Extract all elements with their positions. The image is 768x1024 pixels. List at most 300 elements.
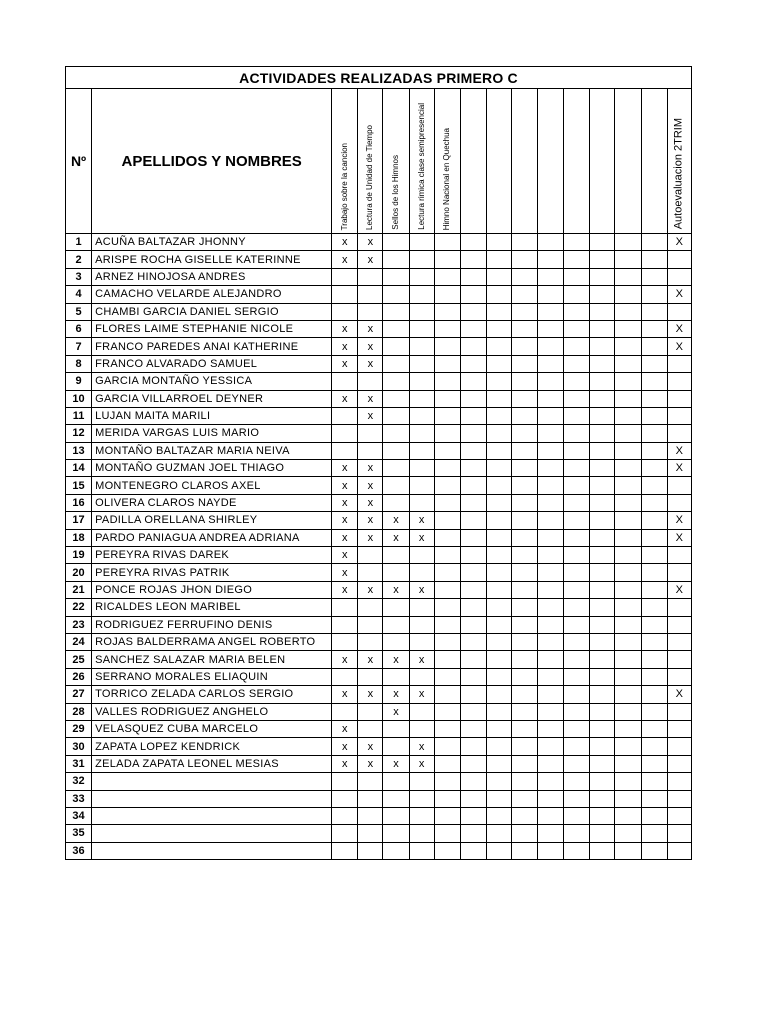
row-number: 12 <box>66 425 92 442</box>
activity-mark <box>641 738 667 755</box>
activity-header-9 <box>538 89 564 234</box>
activity-mark <box>615 442 641 459</box>
activity-mark <box>615 564 641 581</box>
activity-mark <box>434 616 460 633</box>
activity-mark <box>358 807 383 824</box>
table-row <box>66 686 692 703</box>
activity-mark <box>641 320 667 337</box>
activity-mark <box>590 529 615 546</box>
activity-mark <box>434 668 460 685</box>
activity-mark <box>486 703 511 720</box>
activity-mark <box>358 703 383 720</box>
activity-mark: X <box>667 234 691 251</box>
activity-mark <box>590 773 615 790</box>
activity-mark <box>590 355 615 372</box>
activity-mark <box>383 720 409 737</box>
activity-mark <box>641 790 667 807</box>
activity-mark <box>460 651 486 668</box>
activity-mark <box>383 807 409 824</box>
activity-mark <box>590 564 615 581</box>
activity-mark <box>486 338 511 355</box>
activity-mark <box>460 790 486 807</box>
table-row <box>66 373 692 390</box>
activity-mark <box>409 460 434 477</box>
activity-mark <box>460 547 486 564</box>
activity-mark <box>590 790 615 807</box>
row-number: 26 <box>66 668 92 685</box>
activity-mark <box>564 234 590 251</box>
activity-mark <box>409 373 434 390</box>
activity-mark <box>564 547 590 564</box>
activity-mark <box>383 790 409 807</box>
activity-mark <box>511 668 537 685</box>
activity-header-label: Autoevaluacion 2TRIM <box>672 117 685 229</box>
activity-mark <box>409 633 434 650</box>
activity-mark <box>590 651 615 668</box>
activity-mark <box>434 268 460 285</box>
table-row <box>66 703 692 720</box>
activity-mark <box>538 512 564 529</box>
activity-header-6 <box>460 89 486 234</box>
row-number: 9 <box>66 373 92 390</box>
activity-mark <box>460 494 486 511</box>
activity-mark <box>486 842 511 859</box>
activity-mark <box>383 373 409 390</box>
activity-mark: X <box>667 529 691 546</box>
activity-mark <box>564 633 590 650</box>
student-name <box>92 825 332 842</box>
activity-mark <box>409 268 434 285</box>
row-number: 22 <box>66 599 92 616</box>
table-row <box>66 251 692 268</box>
activity-mark <box>641 720 667 737</box>
table-row <box>66 547 692 564</box>
activity-mark <box>434 842 460 859</box>
activity-mark: x <box>358 651 383 668</box>
activity-mark <box>383 616 409 633</box>
activity-mark: X <box>667 338 691 355</box>
activity-mark <box>564 807 590 824</box>
activity-mark <box>538 581 564 598</box>
activity-mark <box>460 529 486 546</box>
activity-mark <box>590 668 615 685</box>
activity-mark <box>486 807 511 824</box>
activity-mark: X <box>667 460 691 477</box>
activity-mark <box>641 651 667 668</box>
student-name: GARCIA MONTAÑO YESSICA <box>92 373 332 390</box>
activity-mark <box>358 268 383 285</box>
activity-mark <box>358 790 383 807</box>
activity-mark <box>358 425 383 442</box>
activity-mark: x <box>358 755 383 772</box>
activity-mark <box>564 738 590 755</box>
activity-mark <box>460 338 486 355</box>
activity-mark <box>538 807 564 824</box>
activity-mark <box>538 790 564 807</box>
activity-mark <box>590 251 615 268</box>
activity-mark <box>460 234 486 251</box>
activity-mark <box>538 651 564 668</box>
activity-mark <box>667 373 691 390</box>
activity-mark: x <box>332 477 358 494</box>
activity-mark <box>358 616 383 633</box>
activity-mark <box>590 494 615 511</box>
activity-mark <box>434 547 460 564</box>
activity-mark <box>538 616 564 633</box>
activity-mark <box>409 234 434 251</box>
activity-mark <box>590 599 615 616</box>
activity-mark <box>564 720 590 737</box>
activity-mark <box>383 303 409 320</box>
activity-mark <box>615 234 641 251</box>
activity-mark <box>511 825 537 842</box>
row-number: 1 <box>66 234 92 251</box>
activity-mark <box>486 790 511 807</box>
activity-mark <box>511 790 537 807</box>
activity-mark <box>434 773 460 790</box>
activity-mark <box>460 251 486 268</box>
table-row <box>66 268 692 285</box>
activity-mark <box>564 460 590 477</box>
activity-mark <box>615 668 641 685</box>
activity-header-13 <box>641 89 667 234</box>
activity-mark <box>564 268 590 285</box>
row-number: 24 <box>66 633 92 650</box>
row-number: 21 <box>66 581 92 598</box>
names-header: APELLIDOS Y NOMBRES <box>92 89 332 234</box>
number-header: Nº <box>66 89 92 234</box>
activity-mark <box>511 529 537 546</box>
activity-mark: x <box>332 251 358 268</box>
activity-mark <box>538 842 564 859</box>
activity-mark <box>538 320 564 337</box>
activity-mark: x <box>383 703 409 720</box>
activity-mark <box>460 703 486 720</box>
activity-mark <box>511 686 537 703</box>
activity-mark <box>538 529 564 546</box>
activity-mark <box>511 286 537 303</box>
activity-mark <box>590 842 615 859</box>
student-name: MONTAÑO GUZMAN JOEL THIAGO <box>92 460 332 477</box>
activity-mark <box>564 303 590 320</box>
activity-mark <box>564 512 590 529</box>
student-name: GARCIA VILLARROEL DEYNER <box>92 390 332 407</box>
activity-mark <box>409 320 434 337</box>
activity-mark <box>511 599 537 616</box>
activity-mark <box>486 390 511 407</box>
activity-mark <box>615 494 641 511</box>
activity-mark <box>332 442 358 459</box>
activity-mark <box>511 234 537 251</box>
activity-mark <box>434 320 460 337</box>
row-number: 30 <box>66 738 92 755</box>
activity-mark <box>564 686 590 703</box>
activity-mark <box>615 599 641 616</box>
table-row <box>66 338 692 355</box>
activity-mark <box>615 512 641 529</box>
activity-mark <box>511 755 537 772</box>
activity-mark <box>460 616 486 633</box>
activity-mark <box>409 616 434 633</box>
activity-mark <box>641 477 667 494</box>
activity-mark <box>590 442 615 459</box>
row-number: 14 <box>66 460 92 477</box>
activity-mark <box>460 720 486 737</box>
activity-mark <box>486 581 511 598</box>
activity-mark: x <box>383 512 409 529</box>
activity-mark <box>460 425 486 442</box>
activity-mark <box>615 338 641 355</box>
activity-mark <box>511 390 537 407</box>
activity-mark <box>460 355 486 372</box>
row-number: 17 <box>66 512 92 529</box>
activity-mark <box>358 633 383 650</box>
student-name: RODRIGUEZ FERRUFINO DENIS <box>92 616 332 633</box>
activity-mark <box>641 373 667 390</box>
activity-mark <box>460 320 486 337</box>
activity-mark: x <box>332 460 358 477</box>
activity-mark: x <box>358 320 383 337</box>
activity-header-label: Himno Nacional en Quechua <box>442 127 452 230</box>
activity-mark <box>383 547 409 564</box>
activity-mark <box>434 442 460 459</box>
activity-mark <box>667 355 691 372</box>
activity-mark <box>615 460 641 477</box>
student-name: VELASQUEZ CUBA MARCELO <box>92 720 332 737</box>
activity-mark <box>564 407 590 424</box>
activity-mark: x <box>332 651 358 668</box>
activity-mark <box>615 373 641 390</box>
row-number: 33 <box>66 790 92 807</box>
activity-mark: x <box>332 547 358 564</box>
activity-mark: X <box>667 286 691 303</box>
table-row <box>66 442 692 459</box>
activity-mark <box>538 442 564 459</box>
activity-mark <box>641 303 667 320</box>
activity-mark <box>641 251 667 268</box>
activity-mark <box>615 790 641 807</box>
activity-mark <box>409 251 434 268</box>
activity-mark <box>641 842 667 859</box>
activity-mark <box>667 825 691 842</box>
row-number: 3 <box>66 268 92 285</box>
activity-mark <box>460 668 486 685</box>
activity-mark <box>434 390 460 407</box>
activity-mark <box>511 303 537 320</box>
activity-mark <box>538 268 564 285</box>
activity-header-14 <box>667 89 691 234</box>
activity-mark <box>460 686 486 703</box>
activity-mark <box>383 338 409 355</box>
activity-mark <box>409 720 434 737</box>
activity-mark <box>641 616 667 633</box>
activity-mark <box>615 807 641 824</box>
student-name: SERRANO MORALES ELIAQUIN <box>92 668 332 685</box>
student-name: ACUÑA BALTAZAR JHONNY <box>92 234 332 251</box>
activity-mark <box>615 390 641 407</box>
activity-mark <box>409 564 434 581</box>
activity-mark <box>434 286 460 303</box>
activity-mark <box>590 581 615 598</box>
activity-mark <box>641 825 667 842</box>
activity-mark <box>511 720 537 737</box>
row-number: 28 <box>66 703 92 720</box>
activity-mark <box>667 720 691 737</box>
activity-mark <box>486 320 511 337</box>
activity-mark <box>538 668 564 685</box>
activity-mark <box>641 668 667 685</box>
activity-mark <box>590 755 615 772</box>
activity-mark <box>486 303 511 320</box>
activity-mark <box>383 825 409 842</box>
activity-mark <box>511 320 537 337</box>
activity-mark <box>434 460 460 477</box>
activity-header-8 <box>511 89 537 234</box>
activity-mark <box>486 755 511 772</box>
activity-header-1 <box>332 89 358 234</box>
activity-mark <box>486 494 511 511</box>
activity-mark <box>460 825 486 842</box>
activity-mark <box>564 529 590 546</box>
activity-mark <box>590 234 615 251</box>
activity-mark <box>409 807 434 824</box>
activity-mark <box>590 390 615 407</box>
activity-mark <box>434 599 460 616</box>
row-number: 11 <box>66 407 92 424</box>
attendance-sheet <box>65 66 692 860</box>
row-number: 5 <box>66 303 92 320</box>
activity-mark: x <box>383 651 409 668</box>
activity-mark <box>486 425 511 442</box>
activity-header-label: Trabajo sobre la cancion <box>339 142 349 230</box>
activity-mark: x <box>409 529 434 546</box>
activity-mark <box>409 338 434 355</box>
activity-mark <box>564 755 590 772</box>
table-row <box>66 460 692 477</box>
activity-header-10 <box>564 89 590 234</box>
activity-mark <box>486 477 511 494</box>
table-row <box>66 529 692 546</box>
activity-mark <box>486 547 511 564</box>
activity-mark <box>667 564 691 581</box>
activity-mark: x <box>358 234 383 251</box>
row-number: 25 <box>66 651 92 668</box>
activity-mark <box>641 529 667 546</box>
activity-mark <box>486 442 511 459</box>
activity-mark <box>358 720 383 737</box>
activity-mark <box>460 599 486 616</box>
student-name: ZELADA ZAPATA LEONEL MESIAS <box>92 755 332 772</box>
activity-mark <box>486 355 511 372</box>
activity-mark <box>460 390 486 407</box>
activity-mark <box>590 373 615 390</box>
activity-mark <box>564 651 590 668</box>
activity-mark <box>434 512 460 529</box>
activity-mark <box>409 286 434 303</box>
row-number: 6 <box>66 320 92 337</box>
table-row <box>66 599 692 616</box>
activity-mark <box>564 373 590 390</box>
activity-mark <box>358 599 383 616</box>
activity-mark <box>511 268 537 285</box>
activity-mark <box>667 651 691 668</box>
activity-mark <box>358 547 383 564</box>
activity-mark <box>590 320 615 337</box>
row-number: 19 <box>66 547 92 564</box>
activity-mark <box>538 355 564 372</box>
activity-mark <box>434 651 460 668</box>
activity-mark <box>332 407 358 424</box>
activity-header-2 <box>358 89 383 234</box>
activity-mark <box>667 303 691 320</box>
row-number: 36 <box>66 842 92 859</box>
row-number: 23 <box>66 616 92 633</box>
activity-mark <box>460 268 486 285</box>
activity-mark: x <box>332 720 358 737</box>
activity-mark <box>564 616 590 633</box>
activity-mark <box>434 373 460 390</box>
activity-mark <box>641 355 667 372</box>
activity-mark <box>486 599 511 616</box>
activity-mark <box>511 477 537 494</box>
activity-mark <box>590 407 615 424</box>
activity-mark: x <box>358 251 383 268</box>
activity-mark <box>332 425 358 442</box>
activity-mark <box>358 564 383 581</box>
activity-mark <box>409 668 434 685</box>
activity-mark <box>434 338 460 355</box>
activity-mark <box>538 755 564 772</box>
activity-mark <box>332 790 358 807</box>
activity-mark <box>486 738 511 755</box>
activity-mark <box>511 251 537 268</box>
row-number: 32 <box>66 773 92 790</box>
activity-mark <box>641 460 667 477</box>
activity-mark <box>486 616 511 633</box>
activity-mark <box>564 773 590 790</box>
activity-mark <box>590 512 615 529</box>
activity-mark <box>486 286 511 303</box>
activity-mark <box>641 581 667 598</box>
activity-mark <box>641 773 667 790</box>
activity-mark <box>615 286 641 303</box>
activity-mark <box>590 460 615 477</box>
activity-mark: x <box>358 355 383 372</box>
activity-mark <box>590 686 615 703</box>
activity-mark: x <box>332 512 358 529</box>
activity-mark <box>615 825 641 842</box>
table-row <box>66 807 692 824</box>
activity-mark <box>358 842 383 859</box>
activity-mark <box>538 633 564 650</box>
activity-mark <box>434 755 460 772</box>
activity-mark <box>409 547 434 564</box>
activity-mark <box>538 303 564 320</box>
activity-mark <box>538 547 564 564</box>
activity-mark <box>615 686 641 703</box>
activity-mark <box>460 286 486 303</box>
activity-mark <box>564 581 590 598</box>
table-row <box>66 286 692 303</box>
student-name: ZAPATA LOPEZ KENDRICK <box>92 738 332 755</box>
activity-mark <box>641 564 667 581</box>
table-row <box>66 425 692 442</box>
activity-mark <box>511 512 537 529</box>
activity-mark: x <box>358 529 383 546</box>
student-name <box>92 790 332 807</box>
table-row <box>66 494 692 511</box>
activity-mark <box>486 825 511 842</box>
